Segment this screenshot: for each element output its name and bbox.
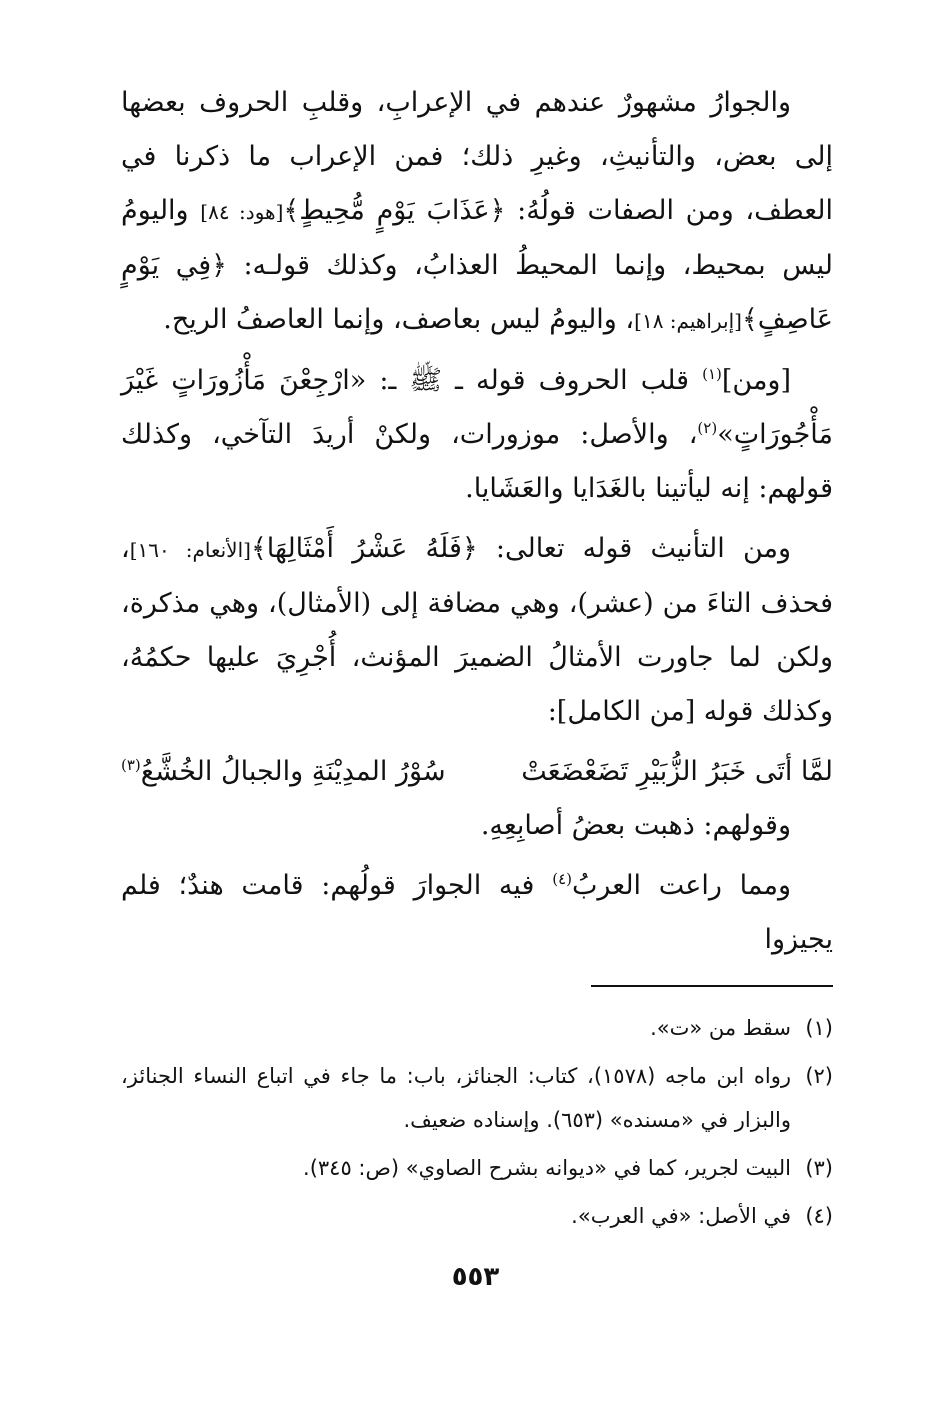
quran-reference-1: [هود: ٨٤] — [200, 200, 284, 224]
footnote-marker-1: (١) — [702, 365, 722, 383]
main-text — [121, 76, 833, 973]
paragraph-4 — [121, 859, 833, 967]
footnote-number: (٢) — [805, 1064, 833, 1088]
paragraph-4-text-2: فيه الجوارَ قولُهم: قامت هندٌ؛ فلم يجيزوا — [121, 870, 833, 955]
after-verse-line: وقولهم: ذهبت بعضُ أصابِعِهِ. — [480, 810, 791, 841]
quran-reference-3: [الأنعام: ١٦٠] — [129, 538, 251, 562]
footnote-number: (٣) — [805, 1156, 833, 1180]
footnote-3 — [121, 1146, 833, 1190]
footnote-2 — [121, 1054, 833, 1142]
quran-reference-2: [إبراهيم: ١٨] — [634, 309, 742, 333]
footnote-marker-3: (٣) — [121, 756, 141, 774]
footnotes — [121, 1006, 833, 1242]
footnote-4 — [121, 1194, 833, 1238]
page-number: ٥٥٣ — [451, 1262, 500, 1292]
paragraph-1-text: والجوارُ مشهورٌ عندهم في الإعرابِ، وقلبِ الحروف بعضها إلى بعض، والتأنيثِ، وغيرِ ذلك؛ فمن الإعراب ما ذكرنا في العطف، ومن الصفات قولُهُ: — [121, 87, 833, 226]
paragraph-3-text: ومن التأنيث قوله تعالى: — [477, 533, 791, 564]
poetry-verse — [121, 745, 833, 799]
verse-second-hemistich: سُوْرُ المدِيْنَةِ والجبالُ الخُشَّعُ — [140, 756, 446, 787]
footnote-number: (١) — [805, 1016, 833, 1040]
paragraph-1-text-2: واليومُ ليس بمحيط، وإنما المحيطُ العذابُ، وكذلك قولـه: — [121, 195, 833, 281]
paragraph-4-text: ومما راعت العربُ — [571, 870, 792, 901]
footnote-number: (٤) — [805, 1204, 833, 1228]
footnote-separator — [591, 985, 833, 987]
footnote-text: سقط من «ت». — [650, 1016, 791, 1040]
paragraph-1 — [121, 76, 833, 348]
paragraph-3 — [121, 522, 833, 739]
paragraph-2 — [121, 354, 833, 516]
paragraph-3-text-2: ، فحذف التاءَ من (عشر)، وهي مضافة إلى (الأمثال)، وهي مذكرة، ولكن لما جاورت الأمثالُ الضميرَ المؤنث، أُجْرِيَ عليها حكمُهُ، وكذلك قوله [من الكامل]: — [121, 533, 833, 727]
verse-second-hemistich-wrap — [121, 745, 446, 799]
verse-first-hemistich: لمَّا أتَى خَبَرُ الزُّبَيْرِ تَضَعْضَعَتْ — [521, 756, 833, 787]
paragraph-1-text-3: ، واليومُ ليس بعاصف، وإنما العاصفُ الريح. — [163, 304, 635, 335]
quran-verse-2: ﴿فِي يَوْمٍ عَاصِفٍ﴾ — [121, 250, 833, 335]
footnote-text: في الأصل: «في العرب». — [571, 1204, 791, 1228]
footnote-text: رواه ابن ماجه (١٥٧٨)، كتاب: الجنائز، باب: ما جاء في اتباع النساء الجنائز، والبزار في «مسنده» (٦٥٣). وإسناده ضعيف. — [121, 1064, 792, 1132]
footnote-1 — [121, 1006, 833, 1050]
quran-verse-1: ﴿عَذَابَ يَوْمٍ مُّحِيطٍ﴾ — [283, 195, 506, 226]
paragraph-2-text: [ومن] — [721, 365, 791, 396]
paragraph-2-text-2: قلب الحروف قوله ـ ﷺ ـ: «ارْجِعْنَ مَأْزُورَاتٍ غَيْرَ مَأْجُورَاتٍ» — [121, 365, 833, 450]
footnote-marker-4: (٤) — [552, 870, 572, 888]
footnote-text: البيت لجرير، كما في «ديوانه بشرح الصاوي» (ص: ٣٤٥). — [303, 1156, 791, 1180]
paragraph-2-text-3: ، والأصل: موزورات، ولكنْ أريدَ التآخي، وكذلك قولهم: إنه ليأتينا بالغَدَايا والعَشَايا. — [121, 419, 833, 504]
quran-verse-3: ﴿فَلَهُ عَشْرُ أَمْثَالِهَا﴾ — [250, 533, 478, 564]
footnote-marker-2: (٢) — [697, 419, 718, 437]
